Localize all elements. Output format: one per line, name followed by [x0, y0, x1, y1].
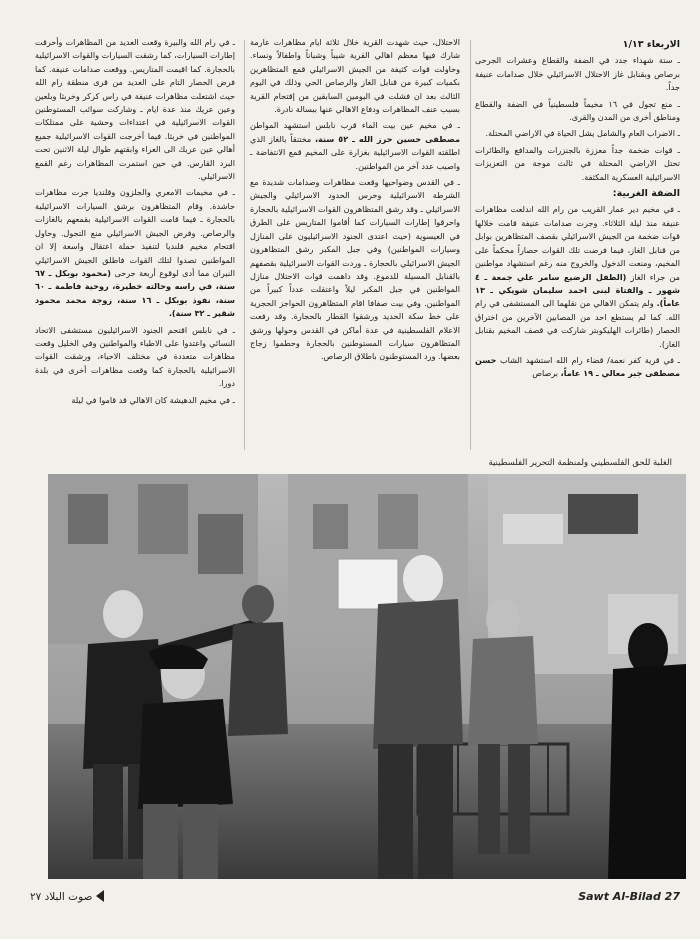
date-heading: الاربعاء ١/١٣ — [622, 39, 680, 50]
paragraph — [475, 203, 680, 350]
article-column-left — [35, 36, 235, 452]
protest-photo-graphic — [48, 474, 686, 879]
text-run: ـ في مخيمات الامعري والجلزون وقلنديا جرت مظاهرات حاشدة. وقام المتظاهرون برشق السيارات الاسرائيلية بالحجارة ـ فيما قامت القوات الاسرائيلية بقمعهم بالغازات والرصاص. وفرض الجيش الاسرائيلي منع التجول. وحاول اقتحام مخيم قلنديا لتنفيذ حملة اعتقال واسعة إلا ان المواطنين تصدوا لتلك القوات فاطلق الجيش الاسرائيلي النيران مما أدى لوقوع أربعة جرحى — [35, 187, 235, 278]
text-run: مختنقاً بالغاز الذي اطلقته القوات الاسرائيلية بغزارة على المخيم قمع الانتفاضة ـ واصيب عدد آخر من المواطنين. — [250, 133, 460, 171]
text-run: ولم يتمكن الاهالي من نقلهما الى المستشفى في رام الله. كما لم يستطع احد من المصابين الآخرين من اختراق الحصار (طائرات الهليكوبتر شاركت في قصف المخيم بقنابل الغاز). — [475, 298, 680, 349]
page-footer-latin: Sawt Al-Bilad 27 — [578, 890, 680, 903]
text-run: برصاص — [532, 368, 561, 379]
paragraph: ـ ستة شهداء جدد في الضفة والقطاع وعشرات الجرحى برصاص وبقنابل غاز الاحتلال الاسرائيلي خلال صدامات عنيفة جداً. — [475, 55, 680, 93]
martyr-name: حسن مصطفى جبر معالي ـ ١٩ عاماً، — [475, 354, 680, 379]
section-heading: الضفة الغربية: — [612, 188, 680, 200]
paragraph: ـ في مخيم الدهيشة كان الاهالي قد قاموا في ليلة — [71, 394, 235, 405]
martyr-names: (الطفل الرضيع سامر علي جمعة ـ ٤ شهور ـ والفتاة لبنى احمد سليمان شويكي ـ ١٣ عاماً). — [475, 271, 680, 309]
photo-caption: الغلبة للحق الفلسطيني ولمنظمة التحرير الفلسطينية — [488, 458, 672, 468]
text-run: ـ في مخيم عين بيت الماء قرب نابلس استشهد المواطن — [250, 120, 460, 131]
paragraph: ـ في رام الله والبيرة وقعت العديد من المظاهرات وأحرقت إطارات السيارات، كما رشقت السيارات والقوات الاسرائيلية بالحجارة. كما اقيمت المتاريس. ووقعت صدامات عنيفة. كما فرض الحصار التام على العديد من قرى منطقة رام الله حيث اشتعلت مظاهرات عنيفة في راس كركر وخربثا وبلعين وعين عريك منذ عدة ايام ـ وشاركت سوائب المستوطنين القوات الاسرائيلية في اعتداءات وحشية على ممتلكات المواطنين في خربثا. فيما أخرجت القوات الاسرائيلية جميع أهالي عين عريك الى العراء وابقتهم طوال ليلة الاثنين تحت البرد القارس. في حين استمرت المظاهرات رغم القمع الاسرائيلي. — [35, 37, 235, 182]
text-run: ـ في مخيم دير عمار القريب من رام الله اندلعت مظاهرات عنيفة منذ ليلة الثلاثاء. وجرت صدامات عنيفة قامت خلالها قوات ضخمة من الجيش الاسرائيلي بقصف المتظاهرين بوابل من قنابل الغاز، فيما فرضت تلك القوات حصاراً محكماً على المخيم، ومنعت الدخول والخروج منه رغم استشهاد مواطنين من جراء الغاز — [475, 204, 680, 282]
wounded-names: (محمود بوبكل ـ ٦٧ سنة، في راسه وحالته خطيرة، روحية فاطمة ـ ٦٠ سنة، نفوذ بوبكل ـ ١٦ سنة، زوجة محمد محمود شقير ـ ٣٢ سنة). — [35, 267, 235, 319]
paragraph: ـ في نابلس اقتحم الجنود الاسرائيليون مستشفى الاتحاد النسائي واعتدوا على الاطباء والمواطنين وفي الخليل وقعت مظاهرات متعددة في مختلف الاحياء، ورشقت القوات الاسرائيلية بالحجارة كما وقعت مظاهرات أخرى في بلدة دورا. — [35, 324, 235, 389]
column-divider — [470, 40, 471, 450]
paragraph: ـ منع تجول في ١٦ مخيماً فلسطينياً في الضفة والقطاع ومناطق أخرى من المدن والقرى. — [475, 98, 680, 123]
paragraph — [250, 119, 460, 173]
paragraph — [475, 354, 680, 381]
paragraph: ـ قوات ضخمة جداً معززة بالجنزرات والمدافع والطائرات تحتل الاراضي المحتلة في ثالث موجة من التعزيزات الاسرائيلية العسكرية المكثفة. — [475, 144, 680, 182]
article-column-right — [475, 36, 680, 452]
text-run: ـ في قرية كفر نعمة/ قضاء رام الله استشهد الشاب — [496, 354, 680, 365]
column-divider — [244, 40, 245, 450]
paragraph: ـ الاضراب العام والشامل يشل الحياة في الاراضي المحتلة. — [485, 128, 680, 139]
paragraph: ـ في القدس وضواحيها وقعت مظاهرات وصدامات شديدة مع الشرطة الاسرائيلية وحرس الحدود الاسرائيلي والجيش الاسرائيلي ـ وقد رشق المتظاهرون القوات الاسرائيلية بالحجارة واحرقوا إطارات السيارات كما أقاموا المتاريس على الطرق في العيسوية (حيث اعتدى الجنود الاسرائيليون على المنازل وسيارات المواطنين) وفي جبل المكبر رشق المتظاهرون الجيش الاسرائيلي بالحجارة ـ وردت القوات الاسرائيلية بقصفهم بالقنابل المسيلة للدموع. وقد داهمت قوات الاحتلال منازل المواطنين في جبل المكبر ليلاً واعتقلت عدداً كبيراً من المواطنين. وفي بيت صفافا اقام المتظاهرون الحواجز الحجرية على خط سكة الحديد ورشقوا القطار بالحجارة. وقد رفعت الاعلام الفلسطينية في عدة أماكن في القدس وحولها ورشق المتظاهرون سيارات المستوطنين بالحجارة وحطموا زجاج بعضها. ورد المستوطنون باطلاق الرصاص. — [250, 177, 460, 362]
article-column-middle — [250, 36, 460, 452]
martyr-name: مصطفى حسين حرز الله ـ ٥٢ سنة، — [315, 133, 460, 144]
page-arrow-icon — [96, 890, 104, 902]
footer-arabic-text: صوت البلاد ٢٧ — [30, 891, 93, 903]
paragraph — [35, 186, 235, 320]
protest-photo — [48, 474, 686, 879]
page-footer-arabic — [30, 890, 104, 903]
paragraph: الاحتلال، حيث شهدت القرية خلال ثلاثة ايام مظاهرات عارمة شارك فيها معظم اهالي القرية شيباً وشباناً واطفالاً ونساء. وحاولت قوات كثيفة من الجيش الاسرائيلي قمع المتظاهرين بكميات كبيرة من قنابل الغاز والرصاص الحي وذلك في اليوم الثالث بعد ان فشلت في اليومين السابقين من إقتحام القرية بسبب عنف المظاهرات ودفاع الاهالي عنها ببسالة نادرة. — [250, 37, 460, 115]
